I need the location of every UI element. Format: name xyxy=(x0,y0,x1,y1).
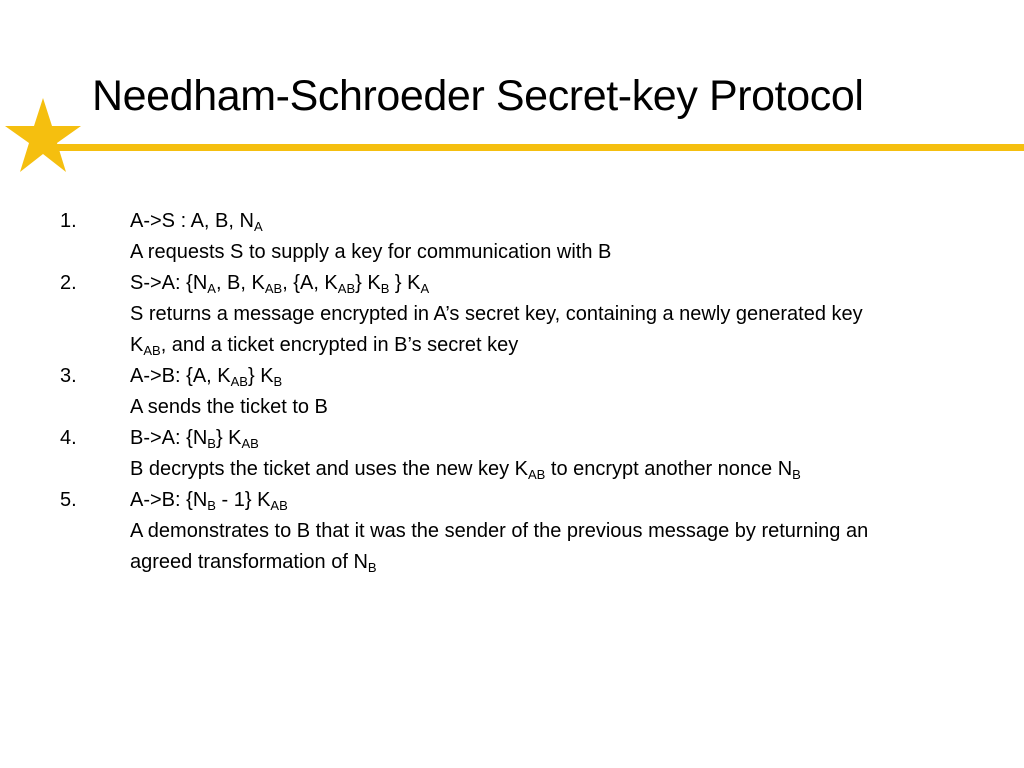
step-message: S->A: {$N_A$, B, $K_{AB}$, {A, $K_{AB}$} $K_B$ } $K_A$ xyxy=(130,272,430,296)
step-number: 4. xyxy=(60,427,77,449)
protocol-step xyxy=(60,485,1010,578)
step-message: B->A: $\{N_B\}$ $K_{AB}$ xyxy=(130,427,259,451)
step-description: A requests S to supply a key for communication with B xyxy=(130,241,612,263)
title-underline xyxy=(50,144,1024,151)
step-number: 2. xyxy=(60,272,77,294)
step-number: 1. xyxy=(60,210,77,232)
step-description: A sends the ticket to B xyxy=(130,396,328,418)
step-message: A->B: $\{N_B - 1\}$ $K_{AB}$ xyxy=(130,489,288,513)
step-description: A demonstrates to B that it was the sender of the previous message by returning an agreed transformation of $N_B$ xyxy=(130,520,869,575)
protocol-step xyxy=(60,268,1010,361)
protocol-step xyxy=(60,206,1010,268)
slide-title: Needham-Schroeder Secret-key Protocol xyxy=(92,72,864,120)
step-message: A->S : A, B, $N_A$ xyxy=(130,210,263,234)
title-underline-bar xyxy=(50,144,1024,151)
step-number: 5. xyxy=(60,489,77,511)
step-description: B decrypts the ticket and uses the new key $K_{AB}$ to encrypt another nonce $N_B$ xyxy=(130,458,801,482)
step-message: A->B: {A, $K_{AB}$} $K_B$ xyxy=(130,365,283,389)
protocol-steps-list xyxy=(60,206,1010,578)
protocol-step xyxy=(60,361,1010,423)
star-icon xyxy=(3,96,83,176)
protocol-step xyxy=(60,423,1010,485)
star-icon-shape xyxy=(5,98,81,172)
step-number: 3. xyxy=(60,365,77,387)
step-description: S returns a message encrypted in A’s secret key, containing a newly generated key $K_{AB}$, and a ticket encrypted in B’s secret key xyxy=(130,303,863,358)
